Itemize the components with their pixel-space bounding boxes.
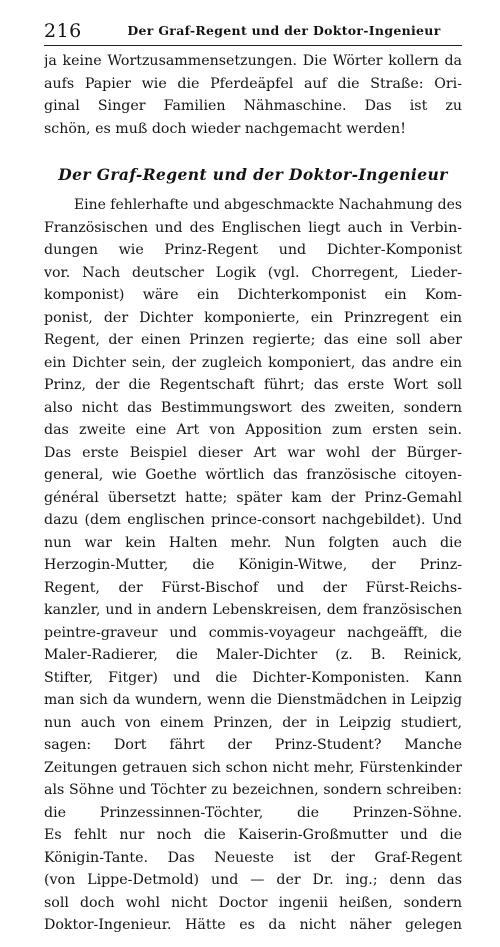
text-line: Stifter, Fitger) und die Dichter-Komponisten. Kann — [44, 669, 462, 686]
text-line: ponist, der Dichter komponierte, ein Prinzregent ein — [44, 309, 462, 326]
text-line: Herzogin-Mutter, die Königin-Witwe, der Prinz- — [44, 557, 462, 573]
paragraph — [44, 194, 462, 937]
body-text — [44, 50, 462, 937]
text-line: also nicht das Bestimmungswort des zweiten, sondern — [44, 399, 462, 416]
text-line: dungen wie Prinz-Regent und Dichter-Komponist — [44, 242, 462, 258]
text-line: man sich da wundern, wenn die Dienstmädchen in Leipzig — [44, 692, 462, 708]
text-line: (von Lippe-Detmold) und — der Dr. ing.; denn das — [44, 872, 462, 888]
page-number: 216 — [44, 20, 82, 42]
text-line: das zweite eine Art von Apposition zum ersten sein. — [44, 422, 462, 438]
text-line: ja keine Wortzusammensetzungen. Die Wörter kollern da — [44, 53, 462, 69]
text-line: als Söhne und Töchter zu bezeichnen, sondern schreiben: — [44, 782, 462, 798]
text-line: die Prinzessinnen-Töchter, die Prinzen-Söhne. — [44, 804, 462, 821]
text-line: Maler-Radierer, die Maler-Dichter (z. B. Reinick, — [44, 647, 462, 663]
paragraph-continued — [44, 50, 462, 140]
text-line: komponist) wäre ein Dichterkomponist ein Kom- — [44, 287, 462, 303]
text-line: Regent, der einen Prinzen regierte; das eine soll aber — [44, 332, 462, 348]
header-rule — [44, 45, 462, 46]
text-line: peintre-graveur und commis-voyageur nachgeäfft, die — [44, 624, 462, 641]
running-head: Der Graf-Regent und der Doktor-Ingenieur — [127, 23, 441, 38]
text-line: schön, es muß doch wieder nachgemacht werden! — [44, 120, 406, 137]
text-line: ein Dichter sein, der zugleich komponiert, das andre ein — [44, 354, 462, 371]
text-line: Das erste Beispiel dieser Art war wohl der Bürger- — [44, 444, 462, 461]
text-line: vor. Nach deutscher Logik (vgl. Chorregent, Lieder- — [44, 264, 462, 281]
text-line: Regent, der Fürst-Bischof und der Fürst-Reichs- — [44, 579, 462, 596]
text-line: Französischen und des Englischen liegt auch in Verbin- — [44, 219, 462, 236]
text-line: Königin-Tante. Das Neueste ist der Graf-Regent — [44, 849, 462, 866]
text-line: général übersetzt hatte; später kam der Prinz-Gemahl — [44, 489, 462, 506]
text-line: sagen: Dort fährt der Prinz-Student? Manche — [44, 737, 462, 753]
section-heading: Der Graf-Regent und der Doktor-Ingenieur — [58, 165, 448, 184]
page-header — [44, 14, 462, 44]
text-line: Prinz, der die Regentschaft führt; das erste Wort soll — [44, 377, 462, 393]
text-line: Zeitungen getrauen sich schon nicht mehr, Fürstenkinder — [44, 759, 462, 776]
text-line: dazu (dem englischen prince-consort nachgebildet). Und — [44, 512, 462, 528]
text-line: ginal Singer Familien Nähmaschine. Das ist zu — [44, 98, 462, 114]
text-line: nun auch von einem Prinzen, der in Leipzig studiert, — [44, 714, 462, 731]
text-line: Eine fehlerhafte und abgeschmackte Nachahmung des — [74, 197, 462, 213]
text-line: aufs Papier wie die Pferdeäpfel auf die Straße: Ori- — [44, 75, 462, 92]
text-line: Doktor-Ingenieur. Hätte es da nicht näher gelegen — [44, 917, 462, 933]
text-line: kanzler, und in andern Lebenskreisen, dem französischen — [44, 602, 462, 618]
text-line: general, wie Goethe wörtlich das französische citoyen- — [44, 467, 462, 483]
text-line: soll doch wohl nicht Doctor ingenii heißen, sondern — [44, 894, 462, 911]
text-line: Es fehlt nur noch die Kaiserin-Großmutter und die — [44, 827, 462, 843]
text-line: nun war kein Halten mehr. Nun folgten auch die — [44, 534, 462, 551]
